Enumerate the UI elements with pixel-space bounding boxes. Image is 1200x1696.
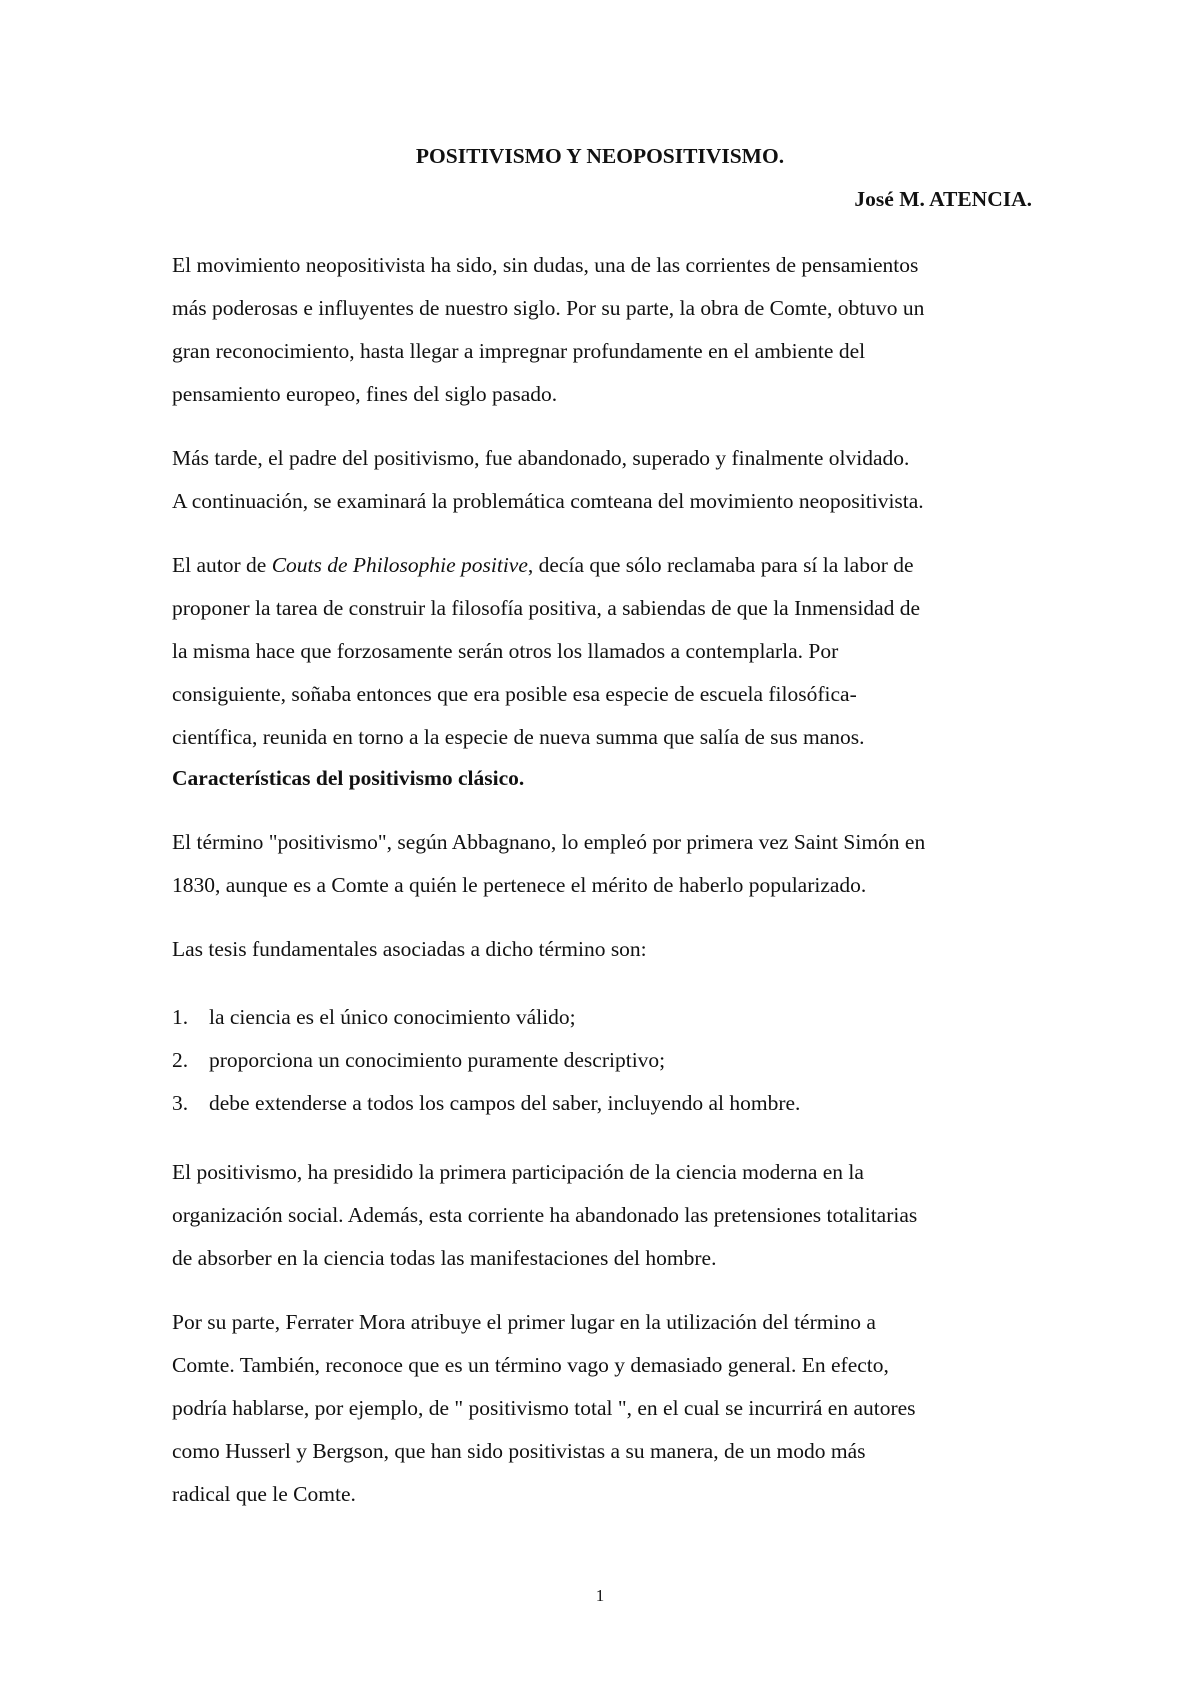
paragraph-line: gran reconocimiento, hasta llegar a impregnar profundamente en el ambiente del <box>172 339 866 363</box>
paragraph-line: podría hablarse, por ejemplo, de " positivismo total ", en el cual se incurrirá en autores <box>172 1396 916 1420</box>
paragraph-line: 1830, aunque es a Comte a quién le pertenece el mérito de haberlo popularizado. <box>172 873 867 897</box>
book-title: Couts de Philosophie positive <box>271 553 528 577</box>
paragraph-line: Comte. También, reconoce que es un término vago y demasiado general. En efecto, <box>172 1353 889 1377</box>
paragraph-line: Las tesis fundamentales asociadas a dicho término son: <box>172 937 647 961</box>
paragraph-line: organización social. Además, esta corriente ha abandonado las pretensiones totalitarias <box>172 1203 918 1227</box>
paragraph-line: la misma hace que forzosamente serán otros los llamados a contemplarla. Por <box>172 639 839 663</box>
text-run: , decía que sólo reclamaba para sí la labor de <box>527 553 914 577</box>
paragraph-line: El positivismo, ha presidido la primera participación de la ciencia moderna en la <box>172 1160 864 1184</box>
list-item-number: 3. <box>172 1091 189 1115</box>
list-item-number: 1. <box>172 1005 189 1029</box>
paragraph-line: más poderosas e influyentes de nuestro siglo. Por su parte, la obra de Comte, obtuvo un <box>172 296 925 320</box>
paragraph-line: pensamiento europeo, fines del siglo pasado. <box>172 382 558 406</box>
list-item: la ciencia es el único conocimiento válido; <box>209 1005 576 1029</box>
page-number: 1 <box>595 1586 605 1605</box>
paragraph-line: consiguiente, soñaba entonces que era posible esa especie de escuela filosófica- <box>172 682 857 706</box>
paragraph-line: proponer la tarea de construir la filosofía positiva, a sabiendas de que la Inmensidad de <box>172 596 921 620</box>
paragraph-line: de absorber en la ciencia todas las manifestaciones del hombre. <box>172 1246 717 1270</box>
paragraph-line: como Husserl y Bergson, que han sido positivistas a su manera, de un modo más <box>172 1439 866 1463</box>
paragraph-line: Más tarde, el padre del positivismo, fue abandonado, superado y finalmente olvidado. <box>172 446 910 470</box>
paragraph-line: El movimiento neopositivista ha sido, sin dudas, una de las corrientes de pensamientos <box>172 253 919 277</box>
text-run: El autor de <box>172 553 272 577</box>
paragraph-line: A continuación, se examinará la problemática comteana del movimiento neopositivista. <box>172 489 924 513</box>
list-item-number: 2. <box>172 1048 189 1072</box>
paragraph-line: Por su parte, Ferrater Mora atribuye el primer lugar en la utilización del término a <box>172 1310 876 1334</box>
list-item: proporciona un conocimiento puramente descriptivo; <box>209 1048 666 1072</box>
document-author: José M. ATENCIA. <box>854 187 1032 211</box>
paragraph-line: radical que le Comte. <box>172 1482 356 1506</box>
paragraph-line: El término "positivismo", según Abbagnano, lo empleó por primera vez Saint Simón en <box>172 830 926 854</box>
list-item: debe extenderse a todos los campos del saber, incluyendo al hombre. <box>209 1091 801 1115</box>
document-title: POSITIVISMO Y NEOPOSITIVISMO. <box>415 144 785 168</box>
section-heading: Características del positivismo clásico. <box>172 766 525 790</box>
paragraph-line <box>172 553 914 578</box>
paragraph-line: científica, reunida en torno a la especie de nueva summa que salía de sus manos. <box>172 725 865 749</box>
